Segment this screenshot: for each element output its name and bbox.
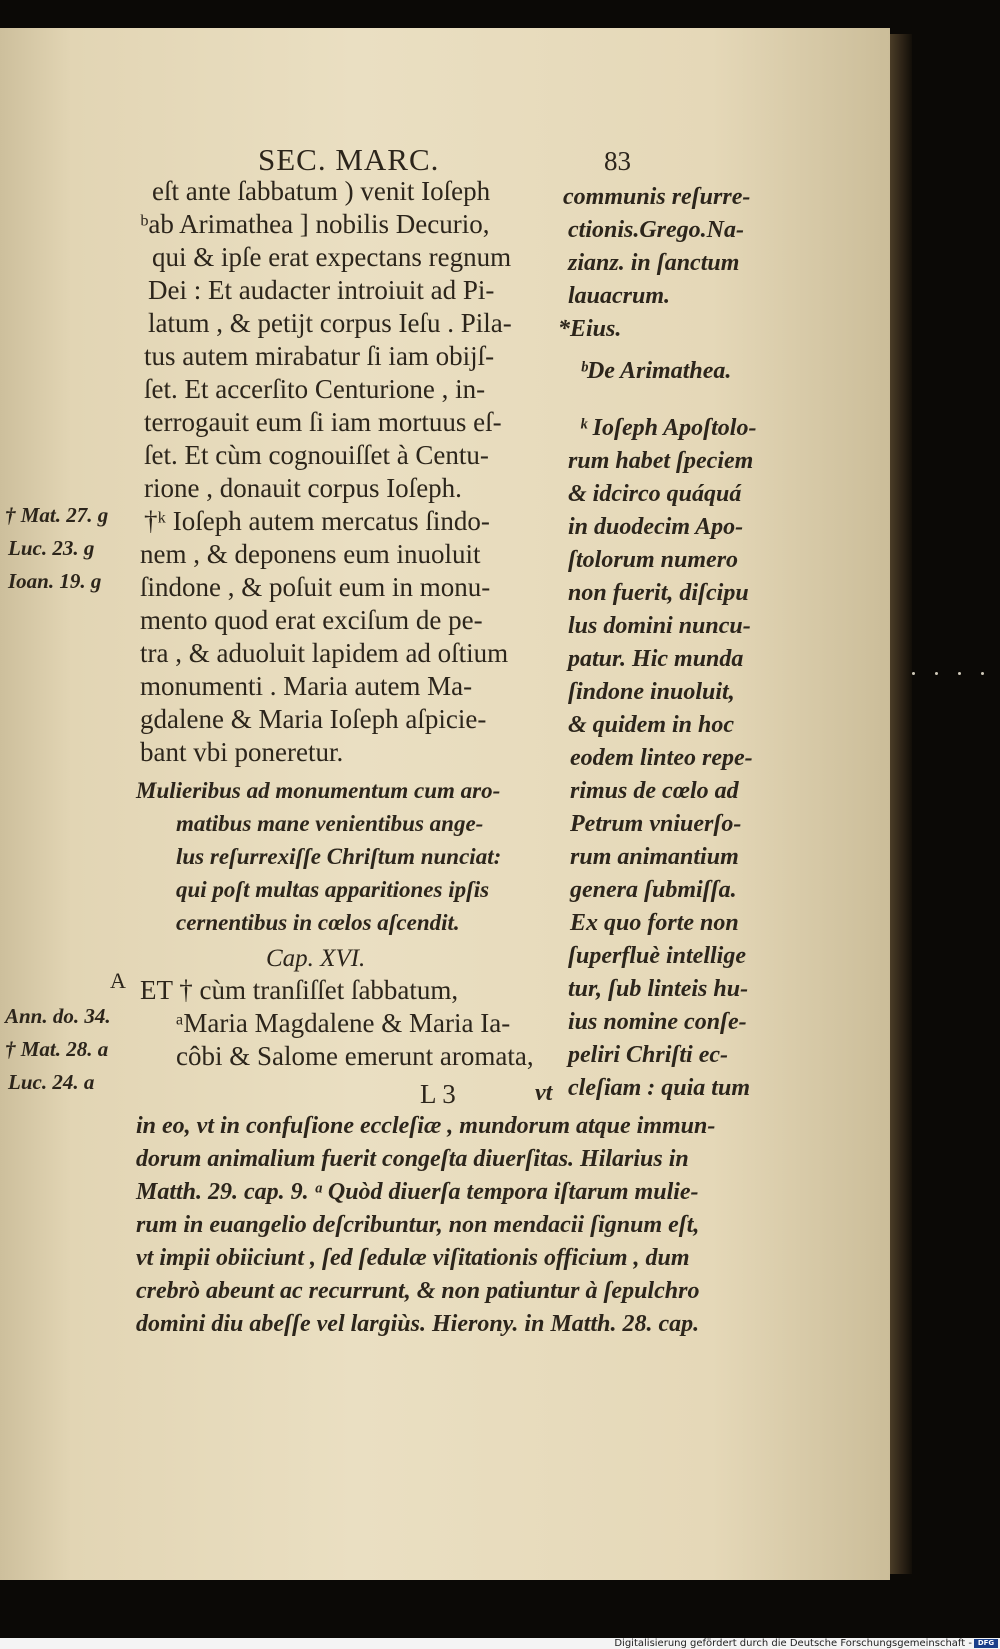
gloss-line: lauacrum.	[568, 283, 671, 309]
margin-letter-a: A	[110, 968, 126, 993]
book-page	[0, 28, 890, 1580]
main-line: latum , & petijt corpus Ieſu . Pila-	[148, 308, 512, 338]
main-line: nem , & deponens eum inuoluit	[140, 539, 481, 569]
main-line: gdalene & Maria Ioſeph aſpicie-	[140, 704, 487, 734]
gloss-line: eodem linteo repe-	[570, 745, 753, 771]
gloss-line: in duodecim Apo-	[568, 514, 744, 540]
gloss-line: lus domini nuncu-	[568, 613, 751, 639]
gloss-line: & quidem in hoc	[568, 712, 735, 738]
gloss-line: Petrum vniuerſo-	[570, 811, 742, 837]
running-title: SEC. MARC.	[258, 142, 440, 177]
page-number: 83	[604, 146, 631, 176]
gloss-line: rum habet ſpeciem	[568, 448, 754, 474]
main-line: tra , & aduoluit lapidem ad oſtium	[140, 638, 509, 668]
main-line: rione , donauit corpus Ioſeph.	[144, 473, 462, 503]
margin-dot	[981, 672, 984, 675]
main-line: tus autem mirabatur ſi iam obijſ-	[144, 341, 495, 371]
summary-line: matibus mane venientibus ange-	[176, 811, 484, 836]
chapter-line: ᵃMaria Magdalene & Maria Ia-	[176, 1008, 511, 1038]
summary-line: qui poſt multas apparitiones ipſis	[176, 877, 490, 902]
margin-ref: † Mat. 27. g	[5, 503, 109, 527]
main-line: terrogauit eum ſi iam mortuus eſ-	[144, 407, 502, 437]
main-line: eſt ante ſabbatum ) venit Ioſeph	[152, 176, 491, 206]
bottom-gloss-line: dorum animalium fuerit congeſta diuerſitas. Hilarius in	[136, 1146, 689, 1172]
gloss-line: peliri Chriſti ec-	[568, 1042, 728, 1068]
margin-dot	[935, 672, 938, 675]
main-line: ſet. Et accerſito Centurione , in-	[144, 374, 486, 404]
gloss-line: rum animantium	[570, 844, 739, 870]
gloss-line: ctionis.Grego.Na-	[568, 217, 744, 243]
chapter-line: côbi & Salome emerunt aromata,	[176, 1041, 534, 1071]
gloss-line: rimus de cœlo ad	[570, 778, 739, 804]
bottom-gloss-line: domini diu abeſſe vel largiùs. Hierony. in Matth. 28. cap.	[136, 1311, 700, 1337]
summary-line: cernentibus in cœlos aſcendit.	[176, 910, 460, 935]
gloss-line: communis reſurre-	[563, 184, 751, 210]
summary-line: lus reſurrexiſſe Chriſtum nunciat:	[176, 844, 502, 869]
main-line: ſet. Et cùm cognouiſſet à Centu-	[144, 440, 489, 470]
gloss-line: zianz. in ſanctum	[568, 250, 740, 276]
margin-dot	[912, 672, 915, 675]
margin-ref: Luc. 23. g	[8, 536, 95, 560]
main-line: qui & ipſe erat expectans regnum	[152, 242, 512, 272]
catchword: vt	[535, 1080, 553, 1106]
main-line: bant vbi poneretur.	[140, 737, 344, 767]
gloss-line: ſtolorum numero	[568, 547, 739, 573]
dfg-logo: DFG	[974, 1639, 998, 1648]
page-edge	[890, 34, 912, 1574]
margin-ref: Ann. do. 34.	[5, 1004, 111, 1028]
bottom-gloss-line: crebrò abeunt ac recurrunt, & non patiuntur à ſepulchro	[136, 1278, 700, 1304]
main-line: †ᵏ Ioſeph autem mercatus ſindo-	[144, 506, 490, 536]
margin-ref: † Mat. 28. a	[5, 1037, 109, 1061]
bottom-gloss-line: rum in euangelio deſcribuntur, non mendacii ſignum eſt,	[136, 1212, 700, 1238]
footer-credit: Digitalisierung gefördert durch die Deutsche Forschungsgemeinschaft -	[614, 1638, 972, 1649]
margin-ref: Ioan. 19. g	[8, 569, 102, 593]
gloss-line: ius nomine conſe-	[568, 1009, 747, 1035]
gloss-line: genera ſubmiſſa.	[570, 877, 737, 903]
summary-line: Mulieribus ad monumentum cum aro-	[136, 778, 501, 803]
gloss-line: ſuperfluè intellige	[568, 943, 746, 969]
gloss-line: non fuerit, diſcipu	[568, 580, 749, 606]
bottom-gloss-line: in eo, vt in confuſione eccleſiæ , mundorum atque immun-	[136, 1113, 716, 1139]
main-line: ᵇab Arimathea ] nobilis Decurio,	[140, 209, 490, 239]
gloss-line: patur. Hic munda	[568, 646, 744, 672]
signature-mark: L 3	[420, 1079, 456, 1109]
footer-bar	[0, 1638, 1000, 1649]
margin-ref: Luc. 24. a	[8, 1070, 95, 1094]
chapter-line: ET † cùm tranſiſſet ſabbatum,	[140, 975, 459, 1005]
gloss-line: ſindone inuoluit,	[568, 679, 735, 705]
main-line: Dei : Et audacter introiuit ad Pi-	[148, 275, 495, 305]
gloss-line: cleſiam : quia tum	[568, 1075, 750, 1101]
gloss-line: Ex quo forte non	[570, 910, 739, 936]
main-line: mento quod erat exciſum de pe-	[140, 605, 483, 635]
margin-dot	[958, 672, 961, 675]
bottom-gloss-line: vt impii obiiciunt , ſed ſedulæ viſitationis officium , dum	[136, 1245, 690, 1271]
gloss-line: *Eius.	[558, 316, 622, 342]
gloss-line: & idcirco quáquá	[568, 481, 742, 507]
gloss-line: ᵏ Ioſeph Apoſtolo-	[580, 415, 757, 441]
chapter-heading: Cap. XVI.	[266, 945, 366, 972]
gloss-line: tur, ſub linteis hu-	[568, 976, 749, 1002]
main-line: ſindone , & poſuit eum in monu-	[140, 572, 491, 602]
main-line: monumenti . Maria autem Ma-	[140, 671, 473, 701]
bottom-gloss-line: Matth. 29. cap. 9. ᵃ Quòd diuerſa tempora iſtarum mulie-	[136, 1179, 699, 1205]
gloss-line: ᵇDe Arimathea.	[580, 358, 732, 384]
